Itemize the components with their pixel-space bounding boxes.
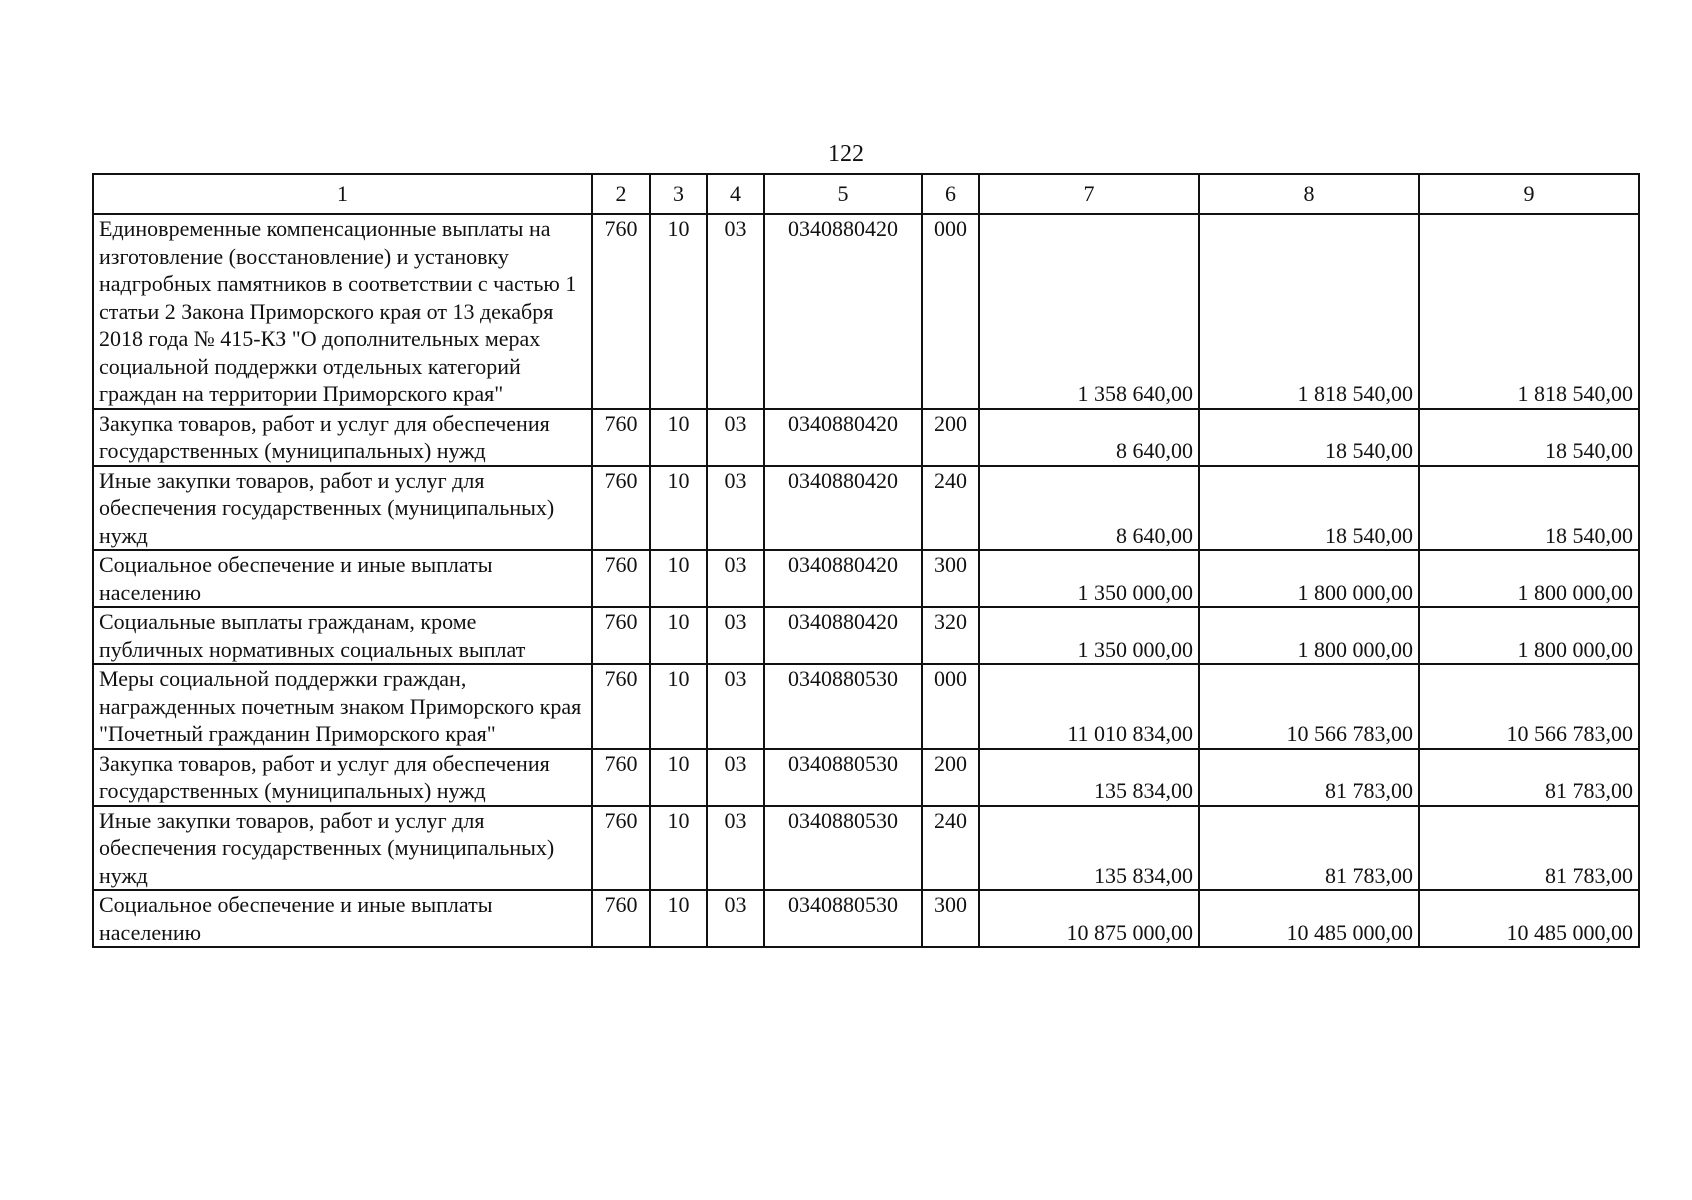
row-amount-7: 10 875 000,00 — [979, 890, 1199, 947]
row-code-4: 03 — [707, 890, 764, 947]
row-code-3: 10 — [650, 664, 707, 749]
table-row — [93, 214, 1639, 409]
row-code-4: 03 — [707, 466, 764, 551]
row-code-3: 10 — [650, 550, 707, 607]
row-amount-8: 81 783,00 — [1199, 749, 1419, 806]
row-code-3: 10 — [650, 466, 707, 551]
table-row — [93, 466, 1639, 551]
row-code-2: 760 — [592, 214, 650, 409]
row-code-5: 0340880420 — [764, 607, 922, 664]
row-amount-9: 1 800 000,00 — [1419, 550, 1639, 607]
row-code-2: 760 — [592, 409, 650, 466]
header-cell: 1 — [93, 174, 592, 214]
row-amount-8: 10 566 783,00 — [1199, 664, 1419, 749]
row-amount-8: 1 800 000,00 — [1199, 550, 1419, 607]
header-cell: 2 — [592, 174, 650, 214]
row-amount-7: 135 834,00 — [979, 806, 1199, 891]
header-cell: 3 — [650, 174, 707, 214]
budget-table — [92, 173, 1640, 948]
row-amount-7: 135 834,00 — [979, 749, 1199, 806]
row-name: Социальное обеспечение и иные выплаты населению — [93, 890, 592, 947]
row-amount-9: 81 783,00 — [1419, 806, 1639, 891]
row-code-5: 0340880420 — [764, 409, 922, 466]
row-code-2: 760 — [592, 466, 650, 551]
row-code-6: 320 — [922, 607, 979, 664]
row-amount-8: 18 540,00 — [1199, 409, 1419, 466]
row-code-2: 760 — [592, 890, 650, 947]
row-amount-8: 1 818 540,00 — [1199, 214, 1419, 409]
row-name: Иные закупки товаров, работ и услуг для обеспечения государственных (муниципальных) нужд — [93, 466, 592, 551]
row-code-6: 300 — [922, 550, 979, 607]
row-code-5: 0340880530 — [764, 806, 922, 891]
header-cell: 7 — [979, 174, 1199, 214]
row-code-5: 0340880530 — [764, 664, 922, 749]
table-row — [93, 664, 1639, 749]
row-name: Социальное обеспечение и иные выплаты населению — [93, 550, 592, 607]
row-amount-7: 8 640,00 — [979, 466, 1199, 551]
row-amount-9: 18 540,00 — [1419, 466, 1639, 551]
row-amount-9: 1 800 000,00 — [1419, 607, 1639, 664]
row-amount-7: 1 350 000,00 — [979, 607, 1199, 664]
row-name: Закупка товаров, работ и услуг для обеспечения государственных (муниципальных) нужд — [93, 749, 592, 806]
row-code-4: 03 — [707, 214, 764, 409]
row-amount-9: 81 783,00 — [1419, 749, 1639, 806]
row-code-6: 000 — [922, 214, 979, 409]
row-amount-8: 1 800 000,00 — [1199, 607, 1419, 664]
row-code-4: 03 — [707, 550, 764, 607]
row-code-4: 03 — [707, 806, 764, 891]
row-name: Единовременные компенсационные выплаты на изготовление (восстановление) и установку надгробных памятников в соответствии с частью 1 статьи 2 Закона Приморского края от 13 декабря 2018 года № 415-КЗ "О дополнительных мерах социальной поддержки отдельных категорий граждан на территории Приморского края" — [93, 214, 592, 409]
row-code-4: 03 — [707, 664, 764, 749]
row-name: Закупка товаров, работ и услуг для обеспечения государственных (муниципальных) нужд — [93, 409, 592, 466]
row-code-6: 240 — [922, 466, 979, 551]
row-amount-7: 11 010 834,00 — [979, 664, 1199, 749]
row-amount-9: 10 566 783,00 — [1419, 664, 1639, 749]
header-cell: 5 — [764, 174, 922, 214]
row-code-6: 000 — [922, 664, 979, 749]
row-code-6: 200 — [922, 749, 979, 806]
row-amount-8: 10 485 000,00 — [1199, 890, 1419, 947]
header-row — [93, 174, 1639, 214]
header-cell: 9 — [1419, 174, 1639, 214]
row-amount-8: 18 540,00 — [1199, 466, 1419, 551]
row-amount-9: 1 818 540,00 — [1419, 214, 1639, 409]
row-code-4: 03 — [707, 409, 764, 466]
row-amount-9: 10 485 000,00 — [1419, 890, 1639, 947]
row-code-2: 760 — [592, 749, 650, 806]
row-code-6: 300 — [922, 890, 979, 947]
table-row — [93, 806, 1639, 891]
row-code-5: 0340880420 — [764, 550, 922, 607]
row-amount-8: 81 783,00 — [1199, 806, 1419, 891]
table-row — [93, 607, 1639, 664]
row-amount-7: 8 640,00 — [979, 409, 1199, 466]
row-name: Меры социальной поддержки граждан, награжденных почетным знаком Приморского края "Почетный гражданин Приморского края" — [93, 664, 592, 749]
row-code-2: 760 — [592, 806, 650, 891]
table-row — [93, 550, 1639, 607]
row-code-5: 0340880530 — [764, 749, 922, 806]
header-cell: 4 — [707, 174, 764, 214]
row-code-3: 10 — [650, 607, 707, 664]
table-row — [93, 890, 1639, 947]
row-code-2: 760 — [592, 550, 650, 607]
row-code-5: 0340880420 — [764, 466, 922, 551]
row-code-3: 10 — [650, 409, 707, 466]
row-code-4: 03 — [707, 749, 764, 806]
row-code-5: 0340880420 — [764, 214, 922, 409]
header-cell: 6 — [922, 174, 979, 214]
row-code-5: 0340880530 — [764, 890, 922, 947]
row-code-6: 240 — [922, 806, 979, 891]
table-row — [93, 409, 1639, 466]
row-code-3: 10 — [650, 806, 707, 891]
row-code-4: 03 — [707, 607, 764, 664]
row-amount-9: 18 540,00 — [1419, 409, 1639, 466]
page-number: 122 — [828, 141, 864, 167]
row-code-3: 10 — [650, 749, 707, 806]
row-name: Социальные выплаты гражданам, кроме публичных нормативных социальных выплат — [93, 607, 592, 664]
row-code-2: 760 — [592, 607, 650, 664]
row-amount-7: 1 350 000,00 — [979, 550, 1199, 607]
row-code-3: 10 — [650, 890, 707, 947]
header-cell: 8 — [1199, 174, 1419, 214]
row-code-3: 10 — [650, 214, 707, 409]
table-row — [93, 749, 1639, 806]
row-amount-7: 1 358 640,00 — [979, 214, 1199, 409]
row-name: Иные закупки товаров, работ и услуг для обеспечения государственных (муниципальных) нужд — [93, 806, 592, 891]
row-code-2: 760 — [592, 664, 650, 749]
row-code-6: 200 — [922, 409, 979, 466]
